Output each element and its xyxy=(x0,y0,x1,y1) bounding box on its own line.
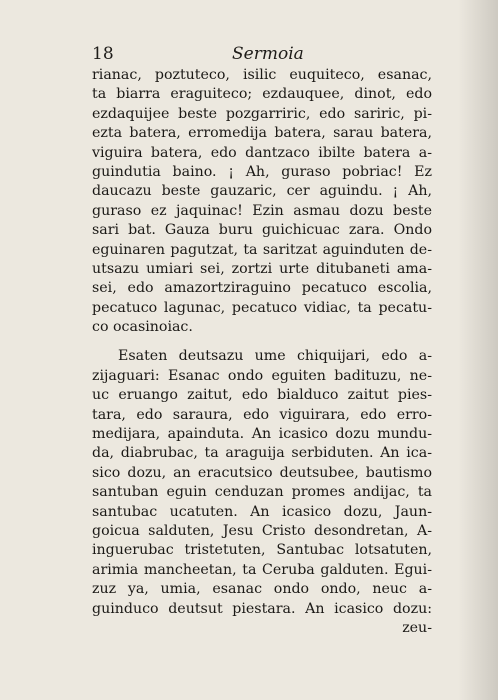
text-line: guraso ez jaquinac! Ezin asmau dozu beste xyxy=(92,202,432,219)
text-line: eguinaren pagutzat, ta saritzat aguinduten de- xyxy=(92,241,432,258)
paragraph-gap xyxy=(92,337,432,347)
text-line: guinduco deutsut piestara. An icasico dozu: xyxy=(92,600,432,617)
text-line: santuban eguin cenduzan promes andijac, ta xyxy=(92,484,432,501)
text-block xyxy=(92,66,432,638)
text-line: ta biarra eraguiteco; ezdauquee, dinot, edo xyxy=(92,86,432,103)
text-line: pecatuco lagunac, pecatuco vidiac, ta pecatu- xyxy=(92,299,432,316)
text-line: guindutia baino. ¡ Ah, guraso pobriac! Ez xyxy=(92,163,432,180)
text-line: Esaten deutsazu ume chiquijari, edo a- xyxy=(118,348,432,365)
running-head: Sermoia xyxy=(232,44,304,64)
text-line: tara, edo saraura, edo viguirara, edo erro- xyxy=(92,406,432,423)
text-line: daucazu beste gauzaric, cer aguindu. ¡ Ah, xyxy=(92,183,432,200)
text-line: santubac ucatuten. An icasico dozu, Jaun- xyxy=(92,503,432,520)
text-line: utsazu umiari sei, zortzi urte ditubaneti ama- xyxy=(92,260,432,277)
text-line: zijaguari: Esanac ondo eguiten badituzu, ne- xyxy=(92,367,432,384)
page-header xyxy=(92,44,422,66)
text-line: goicua salduten, Jesu Cristo desondretan, A- xyxy=(92,522,432,539)
text-line: medijara, apainduta. An icasico dozu mundu- xyxy=(92,426,432,443)
text-line: ezdaquijee beste pozgarriric, edo sariric, pi- xyxy=(92,105,432,122)
text-line: sari bat. Gauza buru guichicuac zara. Ondo xyxy=(92,222,432,239)
text-line: viguira batera, edo dantzaco ibilte batera a- xyxy=(92,144,432,161)
text-line: co ocasinoiac. xyxy=(92,319,193,336)
text-line: inguerubac tristetuten, Santubac lotsatuten, xyxy=(92,542,432,559)
text-line: da, diabrubac, ta araguija serbiduten. An ica- xyxy=(92,445,432,462)
text-line: ezta batera, erromedija batera, sarau batera, xyxy=(92,125,432,142)
text-line: rianac, poztuteco, isilic euquiteco, esanac, xyxy=(92,67,432,83)
text-line: uc eruango zaitut, edo bialduco zaitut pies- xyxy=(92,387,432,404)
text-line: sico dozu, an eracutsico deutsubee, bautismo xyxy=(92,464,432,481)
paragraph-1 xyxy=(92,66,432,337)
page-edge-shadow xyxy=(458,0,498,700)
catchword: zeu- xyxy=(402,619,432,636)
paragraph-2 xyxy=(92,347,432,638)
page-number: 18 xyxy=(92,44,114,64)
text-line: sei, edo amazortziraguino pecatuco escolia, xyxy=(92,280,432,297)
text-line: zuz ya, umia, esanac ondo ondo, neuc a- xyxy=(92,581,432,598)
text-line: arimia mancheetan, ta Ceruba galduten. Egui- xyxy=(92,561,432,578)
